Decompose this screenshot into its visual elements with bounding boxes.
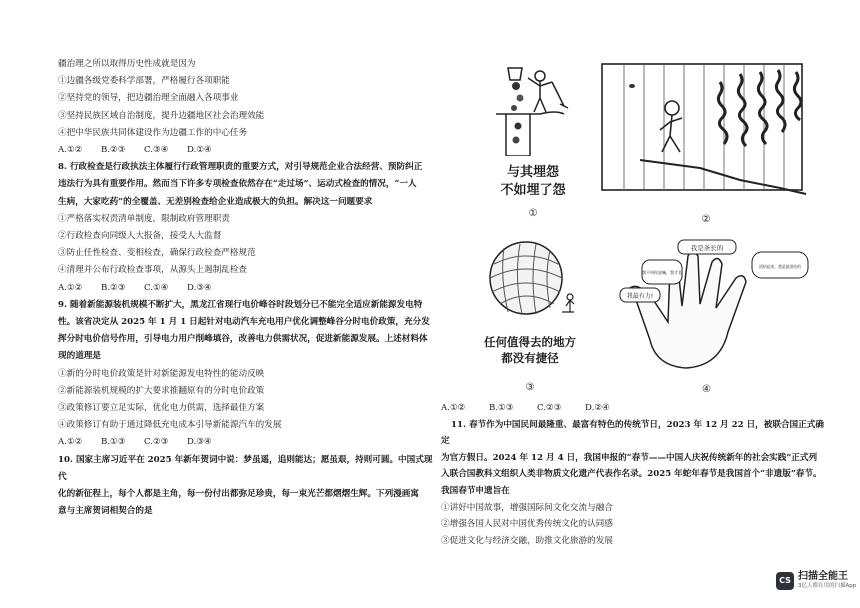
option-line: ③防止任性检查、变相检查，确保行政检查严格规范 bbox=[58, 248, 256, 259]
caption-line: 不如埋了怨 bbox=[500, 183, 566, 198]
bubble-4-text: 我最有力! bbox=[626, 293, 654, 300]
watermark-text bbox=[798, 571, 856, 590]
comic-4 bbox=[616, 236, 812, 402]
option-line: ①讲好中国故事，增强国际间文化交流与融合 bbox=[441, 502, 613, 513]
caption-line: 任何值得去的地方 bbox=[484, 335, 576, 349]
question-9-text: 性。该省决定从 2025 年 1 月 1 日起针对电动汽车充电用户优化调整峰谷分时电价政策，充分发 bbox=[58, 317, 430, 328]
bubble-1-text: 我是条长的 bbox=[690, 244, 724, 252]
question-9-text: 现的道理是 bbox=[58, 351, 101, 362]
question-8-text: 违法行为具有重要作用。然而当下许多专项检查依然存在“走过场”、运动式检查的情况，“一人 bbox=[58, 179, 417, 190]
option-line: ②坚持党的领导，把边疆治理全面融入各项事业 bbox=[58, 93, 239, 104]
choice-a: A.①② bbox=[441, 403, 466, 413]
choice-b: B.①③ bbox=[489, 403, 514, 413]
option-line: ②行政检查向同级人大报备，接受人大监督 bbox=[58, 231, 222, 242]
option-line: ③坚持民族区域自治制度，提升边疆地区社会治理效能 bbox=[58, 110, 265, 121]
choice-b: B.①③ bbox=[101, 437, 126, 448]
choice-a: A.①② bbox=[58, 437, 83, 448]
option-line: ④清理并公布行政检查事项，从源头上遏制乱检查 bbox=[58, 265, 248, 276]
watermark-title: 扫描全能王 bbox=[798, 571, 848, 582]
choice-d: D.③④ bbox=[187, 282, 212, 293]
choice-c: C.②③ bbox=[537, 403, 562, 413]
right-column bbox=[441, 400, 831, 549]
option-line: ④政策修订有助于通过降低充电成本引导新能源汽车的发展 bbox=[58, 420, 282, 431]
comic-4-drawing bbox=[616, 236, 812, 376]
comic-3-drawing bbox=[470, 238, 590, 318]
comic-2-number: ② bbox=[701, 214, 711, 225]
bubble-2-text: 我不叫你说嘛，我才长 bbox=[642, 270, 682, 275]
question-10-text: 化的新征程上，每个人都是主角，每一份付出都弥足珍贵，每一束光芒都熠熠生辉。下列漫画寓 bbox=[58, 489, 419, 500]
comic-3-caption bbox=[470, 334, 590, 366]
bubble-3-text: 团结起来，我是最团结的 bbox=[759, 264, 801, 269]
choice-c: C.①④ bbox=[144, 282, 169, 293]
caption-line: 都没有捷径 bbox=[501, 351, 559, 365]
question-9-text: 挥分时电价信号作用，引导电力用户削峰填谷，改善电力供需状况，促进新能源发展。上述材料体 bbox=[58, 334, 428, 345]
answer-choices-q10 bbox=[441, 400, 831, 417]
choice-b: B.②③ bbox=[101, 145, 126, 156]
choice-d: D.②④ bbox=[585, 403, 610, 413]
choice-a: A.①② bbox=[58, 282, 83, 293]
scanner-watermark bbox=[776, 571, 856, 590]
question-11-text: 为官方假日。2024 年 12 月 4 日，我国申报的“春节——中国人庆祝传统新年的社会实践”正式列 bbox=[441, 452, 818, 463]
question-9-text: 9. 随着新能源装机规模不断扩大，黑龙江省现行电价峰谷时段划分已不能完全适应新能源发电特 bbox=[58, 299, 423, 310]
question-10-text: 意与主席贺词相契合的是 bbox=[58, 506, 153, 517]
option-line: ①严格落实权责清单制度，限制政府管理职责 bbox=[58, 213, 230, 224]
camscanner-logo: CS bbox=[776, 572, 794, 590]
choice-c: C.③④ bbox=[144, 145, 169, 156]
answer-choices-q9 bbox=[58, 434, 434, 451]
comic-1 bbox=[478, 56, 588, 226]
question-8-text: 8. 行政检查是行政执法主体履行行政管理职责的重要方式，对引导规范企业合法经营、预防纠正 bbox=[58, 162, 423, 173]
watermark-subtitle: 3亿人都在用的扫描App bbox=[798, 583, 857, 589]
option-line: ①边疆各级党委科学部署，严格履行各项职能 bbox=[58, 76, 230, 87]
question-11-text: 11. 春节作为中国民间最隆重、最富有特色的传统节日，2023 年 12 月 22 日，被联合国正式确定 bbox=[441, 419, 824, 447]
choice-d: D.③④ bbox=[187, 437, 212, 448]
comic-1-number: ① bbox=[528, 208, 538, 219]
answer-choices-q7 bbox=[58, 142, 434, 159]
comic-1-caption bbox=[478, 164, 588, 200]
option-line: ③促进文化与经济交融，助推文化旅游的发展 bbox=[441, 535, 613, 546]
comic-2-drawing bbox=[600, 62, 812, 210]
choice-a: A.①② bbox=[58, 145, 83, 156]
option-line: ③政策修订要立足实际，优化电力供需，选择最佳方案 bbox=[58, 403, 265, 414]
question-8-text: 生病，大家吃药”的全覆盖、无差别检查给企业造成极大的负担。解决这一问题要求 bbox=[58, 196, 373, 207]
choice-b: B.②③ bbox=[101, 282, 126, 293]
option-line: ②增强各国人民对中国优秀传统文化的认同感 bbox=[441, 519, 613, 530]
comic-4-number: ④ bbox=[702, 384, 711, 395]
comic-3 bbox=[470, 238, 590, 403]
question-11-text: 入联合国教科文组织人类非物质文化遗产代表作名录。2025 年蛇年春节是我国首个“非遗版”春节。 bbox=[441, 469, 822, 480]
option-line: ②新能源装机规模的扩大要求推翻原有的分时电价政策 bbox=[58, 385, 265, 396]
question-10-text: 10. 国家主席习近平在 2025 年新年贺词中说：梦虽遥，追则能达；愿虽艰，持则可圆。中国式现代 bbox=[58, 454, 433, 482]
option-line: ④把中华民族共同体建设作为边疆工作的中心任务 bbox=[58, 127, 248, 138]
choice-d: D.①④ bbox=[187, 145, 212, 156]
left-column bbox=[58, 56, 434, 520]
comic-1-drawing bbox=[478, 56, 588, 156]
caption-line: 与其埋怨 bbox=[506, 165, 559, 180]
comic-3-number: ③ bbox=[525, 382, 535, 393]
text-line: 疆治理之所以取得历史性成就是因为 bbox=[58, 59, 196, 69]
choice-c: C.②③ bbox=[144, 437, 169, 448]
comic-2 bbox=[600, 62, 812, 224]
answer-choices-q8 bbox=[58, 280, 434, 297]
option-line: ①新的分时电价政策是针对新能源发电特性的能动反映 bbox=[58, 368, 265, 379]
question-11-text: 我国春节申遗旨在 bbox=[441, 485, 510, 496]
